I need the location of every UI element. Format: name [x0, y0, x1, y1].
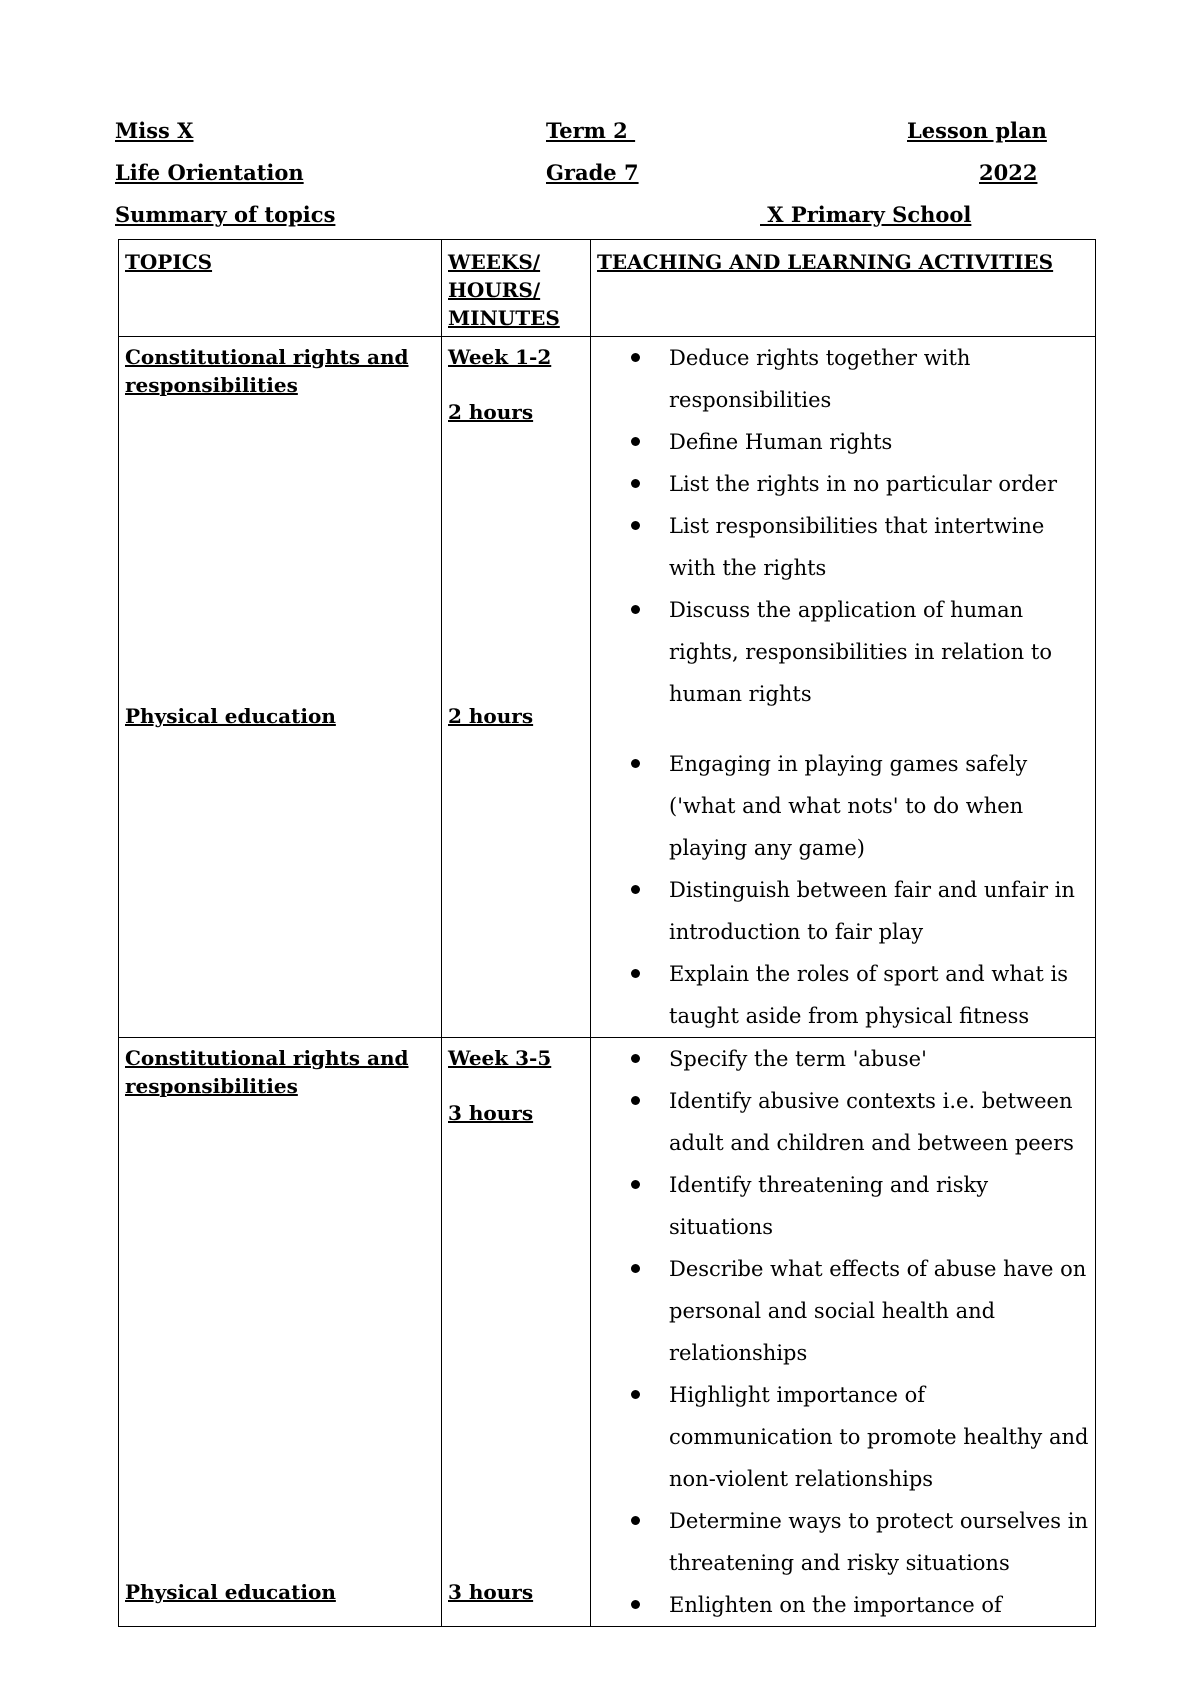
topic-label: Physical education: [125, 704, 336, 728]
table-row: [119, 337, 1096, 1038]
list-item: Explain the roles of sport and what is taught aside from physical fitness: [591, 953, 1095, 1037]
topic-cell: [119, 1038, 442, 1627]
hours-label: 2 hours: [448, 704, 534, 728]
list-item: Identify threatening and risky situations: [591, 1164, 1095, 1248]
col-header-topics: TOPICS: [125, 250, 213, 274]
list-item: Deduce rights together with responsibilities: [591, 337, 1095, 421]
list-item: Specify the term 'abuse': [591, 1038, 1095, 1080]
duration-cell: [442, 337, 591, 1038]
col-header-weeks: WEEKS/ HOURS/ MINUTES: [448, 250, 560, 330]
table-row: [119, 1038, 1096, 1627]
list-item: Determine ways to protect ourselves in threatening and risky situations: [591, 1500, 1095, 1584]
topic-label: Physical education: [125, 1580, 336, 1604]
topic-cell: [119, 337, 442, 1038]
hours-label: 2 hours: [448, 400, 534, 424]
year-label: 2022: [979, 160, 1038, 185]
doc-type-label: Lesson plan: [907, 118, 1047, 143]
hours-label: 3 hours: [448, 1580, 534, 1604]
teacher-name: Miss X: [115, 118, 194, 143]
list-item: Enlighten on the importance of: [591, 1584, 1095, 1626]
hours-label: 3 hours: [448, 1101, 534, 1125]
list-item: Engaging in playing games safely ('what and what nots' to do when playing any game): [591, 743, 1095, 869]
activity-list: [591, 743, 1095, 1037]
header-cell: [442, 240, 591, 337]
list-item: List the rights in no particular order: [591, 463, 1095, 505]
header-cell: [591, 240, 1096, 337]
grade-label: Grade 7: [546, 160, 639, 185]
list-item: Discuss the application of human rights, responsibilities in relation to human rights: [591, 589, 1095, 715]
list-item: Define Human rights: [591, 421, 1095, 463]
week-label: Week 1-2: [448, 345, 552, 369]
activities-cell: [591, 1038, 1096, 1627]
term-label: Term 2: [546, 118, 636, 143]
topic-label: Constitutional rights and responsibilities: [125, 345, 409, 397]
activities-cell: [591, 337, 1096, 1038]
week-label: Week 3-5: [448, 1046, 552, 1070]
duration-cell: [442, 1038, 591, 1627]
subject-label: Life Orientation: [115, 160, 304, 185]
activity-list: [591, 337, 1095, 715]
list-item: Highlight importance of communication to promote healthy and non-violent relationships: [591, 1374, 1095, 1500]
list-item: Distinguish between fair and unfair in introduction to fair play: [591, 869, 1095, 953]
col-header-activities: TEACHING AND LEARNING ACTIVITIES: [597, 250, 1054, 274]
list-item: Describe what effects of abuse have on personal and social health and relationships: [591, 1248, 1095, 1374]
header-cell: [119, 240, 442, 337]
school-label: X Primary School: [760, 202, 972, 227]
topic-label: Constitutional rights and responsibilities: [125, 1046, 409, 1098]
lesson-plan-table: [118, 239, 1096, 1627]
activity-list: [591, 1038, 1095, 1626]
list-item: Identify abusive contexts i.e. between adult and children and between peers: [591, 1080, 1095, 1164]
summary-label: Summary of topics: [115, 202, 336, 227]
list-item: List responsibilities that intertwine with the rights: [591, 505, 1095, 589]
table-header-row: [119, 240, 1096, 337]
